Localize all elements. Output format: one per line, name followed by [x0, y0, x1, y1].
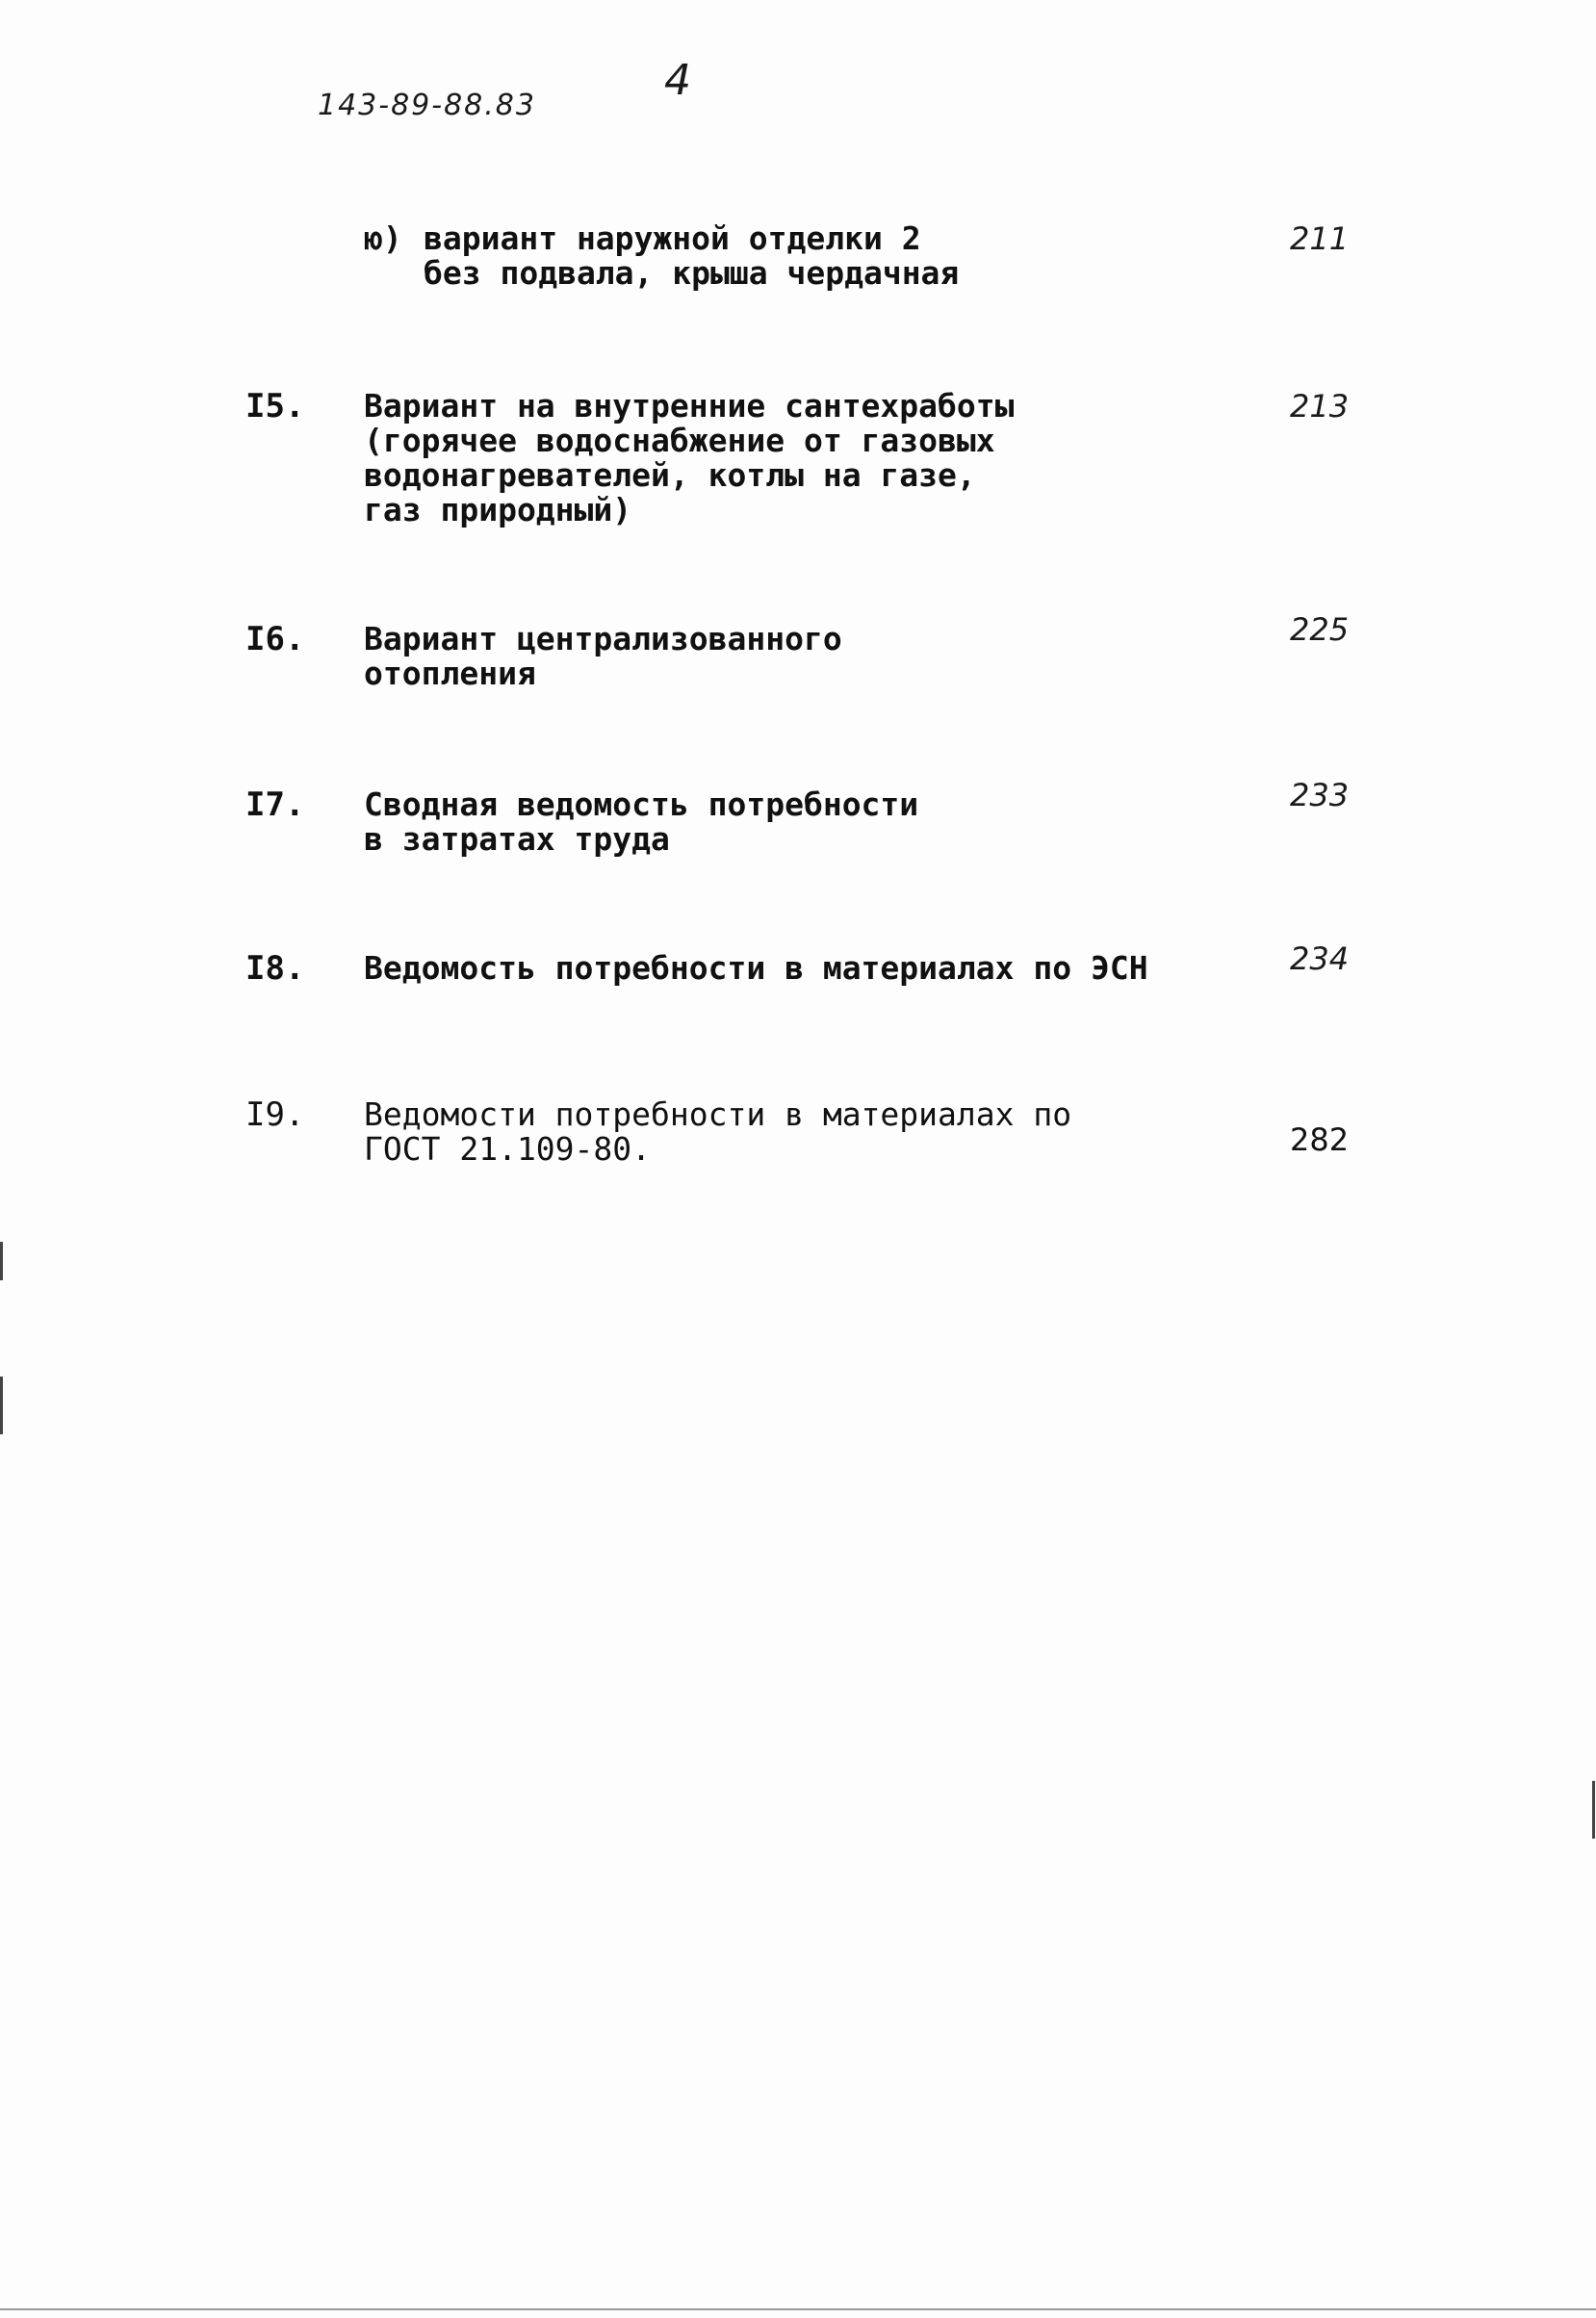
item-number: I6.: [245, 620, 305, 658]
scan-edge-line: [0, 2308, 1596, 2310]
item-page-number: 234: [1290, 940, 1350, 977]
item-text: Сводная ведомость потребности в затратах труда: [364, 786, 919, 858]
item-page-number: 225: [1290, 611, 1350, 648]
item-number: I9.: [245, 1095, 305, 1134]
item-number: I5.: [245, 387, 305, 425]
item-page-number: 282: [1290, 1121, 1350, 1158]
item-page-number: 233: [1290, 777, 1350, 813]
item-number: I7.: [245, 786, 305, 824]
item-page-number: 213: [1290, 388, 1350, 425]
page-number: 4: [664, 56, 691, 105]
item-text: Вариант на внутренние сантехработы (горячее водоснабжение от газовых водонагревателей, котлы на газе, газ природный): [364, 387, 1015, 528]
item-text: Ведомость потребности в материалах по ЭСН: [364, 949, 1148, 987]
item-number: I8.: [245, 949, 305, 988]
scan-edge-mark: [0, 1377, 3, 1434]
scan-edge-mark: [0, 1242, 3, 1280]
item-label: ю): [364, 219, 402, 257]
item-text: Вариант централизованного отопления: [364, 620, 842, 692]
item-text: вариант наружной отделки 2 без подвала, крыша чердачная: [424, 219, 960, 292]
item-page-number: 211: [1290, 220, 1350, 257]
item-text: Ведомости потребности в материалах по ГОСТ 21.109-80.: [364, 1095, 1072, 1168]
document-code: 143-89-88.83: [318, 89, 536, 122]
scan-edge-mark: [1592, 1781, 1595, 1839]
